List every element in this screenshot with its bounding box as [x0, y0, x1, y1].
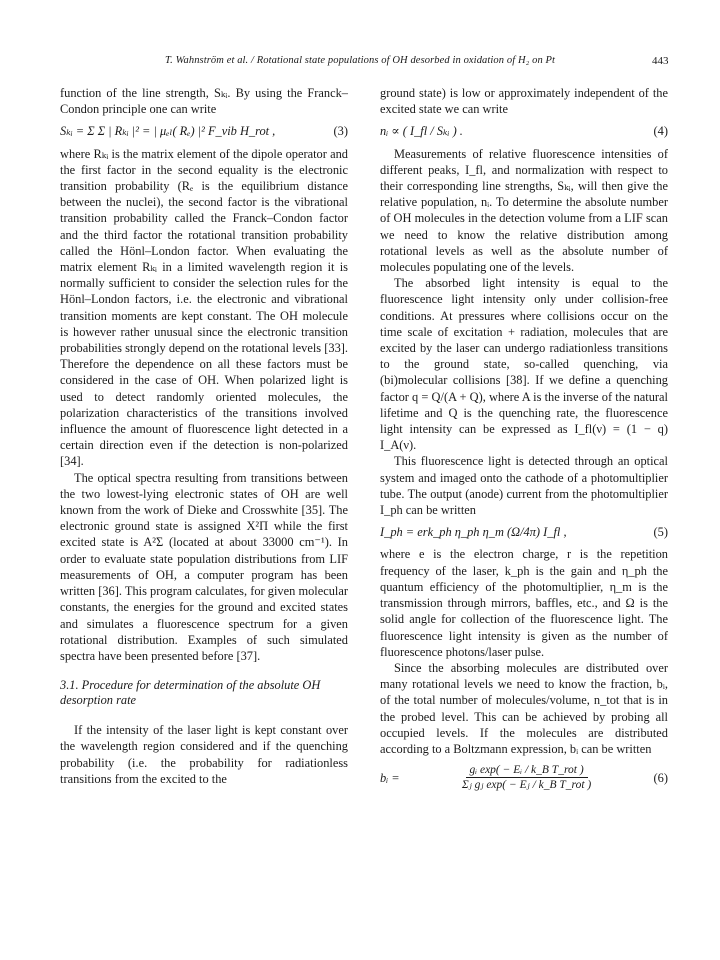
- right-paragraph-4: This fluorescence light is detected through an optical system and imaged onto the cathode of a photomultiplier tube. The output (anode) current from the photomultiplier I_ph can be written: [380, 454, 668, 518]
- right-column: [380, 85, 668, 798]
- equation-4: [380, 123, 668, 139]
- left-paragraph-2: where Rₖᵢ is the matrix element of the dipole operator and the first factor in the second equality is the electronic transition probability (Rₑ is the equilibrium distance between the nuclei), the second factor is the vibrational transition probability called the Franck–Condon factor and the third factor the rotational transition probability called the Hönl–London factor. When evaluating the matrix element Rₖᵢ in a limited wavelength region it is normally sufficient to consider the selection rules for the Hönl–London factors, i.e. the electronic and vibrational transition moments are kept constant. The OH molecule is however rather unusual since the electronic transition probabilities strongly depend on the rotational levels [33]. Therefore the dependence on all these factors must be considered in the case of OH. When polarized light is used to detect randomly oriented molecules, the polarization characteristics of the transitions involved influence the amount of fluorescence light detected in a certain direction even if the detection is non-polarized [34].: [60, 146, 348, 469]
- right-paragraph-3: The absorbed light intensity is equal to the fluorescence light intensity only under collision-free conditions. At pressures where collisions occur on the time scale of excitation + radiation, molecules that are excited by the laser can undergo radiationless transitions to the ground state, so-called quenching, via (bi)molecular collisions [38]. If we define a quenching factor q = Q/(A + Q), where A is the inverse of the natural lifetime and Q is the quenching rate, the fluorescence light intensity can be expressed as I_fl(ν) = (1 − q) I_A(ν).: [380, 276, 668, 453]
- right-paragraph-1: ground state) is low or approximately independent of the excited state we can write: [380, 86, 668, 117]
- equation-6-numerator: gᵢ exp( − Eᵢ / k_B T_rot ): [466, 763, 588, 778]
- equation-5-number: (5): [653, 525, 668, 540]
- equation-3: [60, 123, 348, 139]
- running-head: T. Wahnström et al. / Rotational state populations of OH desorbed in oxidation of H₂ on Pt: [165, 55, 556, 66]
- equation-5-body: I_ph = erk_ph η_ph η_m (Ω/4π) I_fl ,: [380, 525, 567, 540]
- equation-6-lhs: bᵢ =: [380, 770, 400, 785]
- section-heading: 3.1. Procedure for determination of the absolute OH desorption rate: [60, 678, 321, 708]
- right-paragraph-5: where e is the electron charge, r is the repetition frequency of the laser, k_ph is the gain and η_ph the quantum efficiency of the photomultiplier, η_m is the transmission through mirrors, baffles, etc., and Ω is the solid angle for collection of the fluorescence light. The fluorescence light intensity is given as the number of fluorescence photons/laser pulse.: [380, 547, 668, 659]
- left-column: [60, 85, 348, 787]
- equation-6-number: (6): [653, 770, 668, 785]
- equation-4-body: nᵢ ∝ ( I_fl / Sₖᵢ ) .: [380, 124, 463, 139]
- equation-6: [380, 763, 668, 792]
- equation-3-number: (3): [333, 124, 348, 139]
- left-paragraph-1: function of the line strength, Sₖᵢ. By using the Franck–Condon principle one can write: [60, 86, 348, 117]
- equation-5: [380, 524, 668, 540]
- right-paragraph-2: Measurements of relative fluorescence intensities of different peaks, I_fl, and normalization with respect to their corresponding line strengths, Sₖᵢ, will then give the relative population, nᵢ. To determine the absolute number of OH molecules in the detection volume from a LIF scan we need to know the relative distribution among rotational levels as well as the absolute number of molecules populating one of the levels.: [380, 146, 668, 275]
- equation-4-number: (4): [653, 124, 668, 139]
- right-paragraph-6: Since the absorbing molecules are distributed over many rotational levels we need to know the fraction, bᵢ, of the total number of molecules/volume, n_tot that is in the probed level. This can be achieved by probing all occupied levels. If the molecules are distributed according to a Boltzmann expression, bᵢ can be written: [380, 660, 668, 756]
- equation-6-denominator: Σⱼ gⱼ exp( − Eⱼ / k_B T_rot ): [461, 779, 592, 792]
- left-paragraph-4: If the intensity of the laser light is kept constant over the wavelength region considered and if the quenching probability (i.e. the probability for radiationless transitions from the excited to the: [60, 723, 348, 786]
- equation-6-fraction: [406, 763, 648, 792]
- left-paragraph-3: The optical spectra resulting from transitions between the two lowest-lying electronic states of OH are well known from the work of Dieke and Crosswhite [35]. The electronic ground state is assigned X²Π while the first excited state is A²Σ (located at about 33000 cm⁻¹). In order to evaluate state population distributions from LIF measurements of OH, a computer program has been written [36]. This program calculates, for given molecular constants, the energies for the ground and excited states and simulates a fluorescence spectrum for a given rotational distribution. Examples of such simulated spectra have been presented before [37].: [60, 470, 348, 663]
- equation-3-body: Sₖᵢ = Σ Σ | Rₖᵢ |² = | μₑₗ( Rₑ) |² F_vib H_rot ,: [60, 124, 276, 139]
- page-number: 443: [652, 55, 669, 67]
